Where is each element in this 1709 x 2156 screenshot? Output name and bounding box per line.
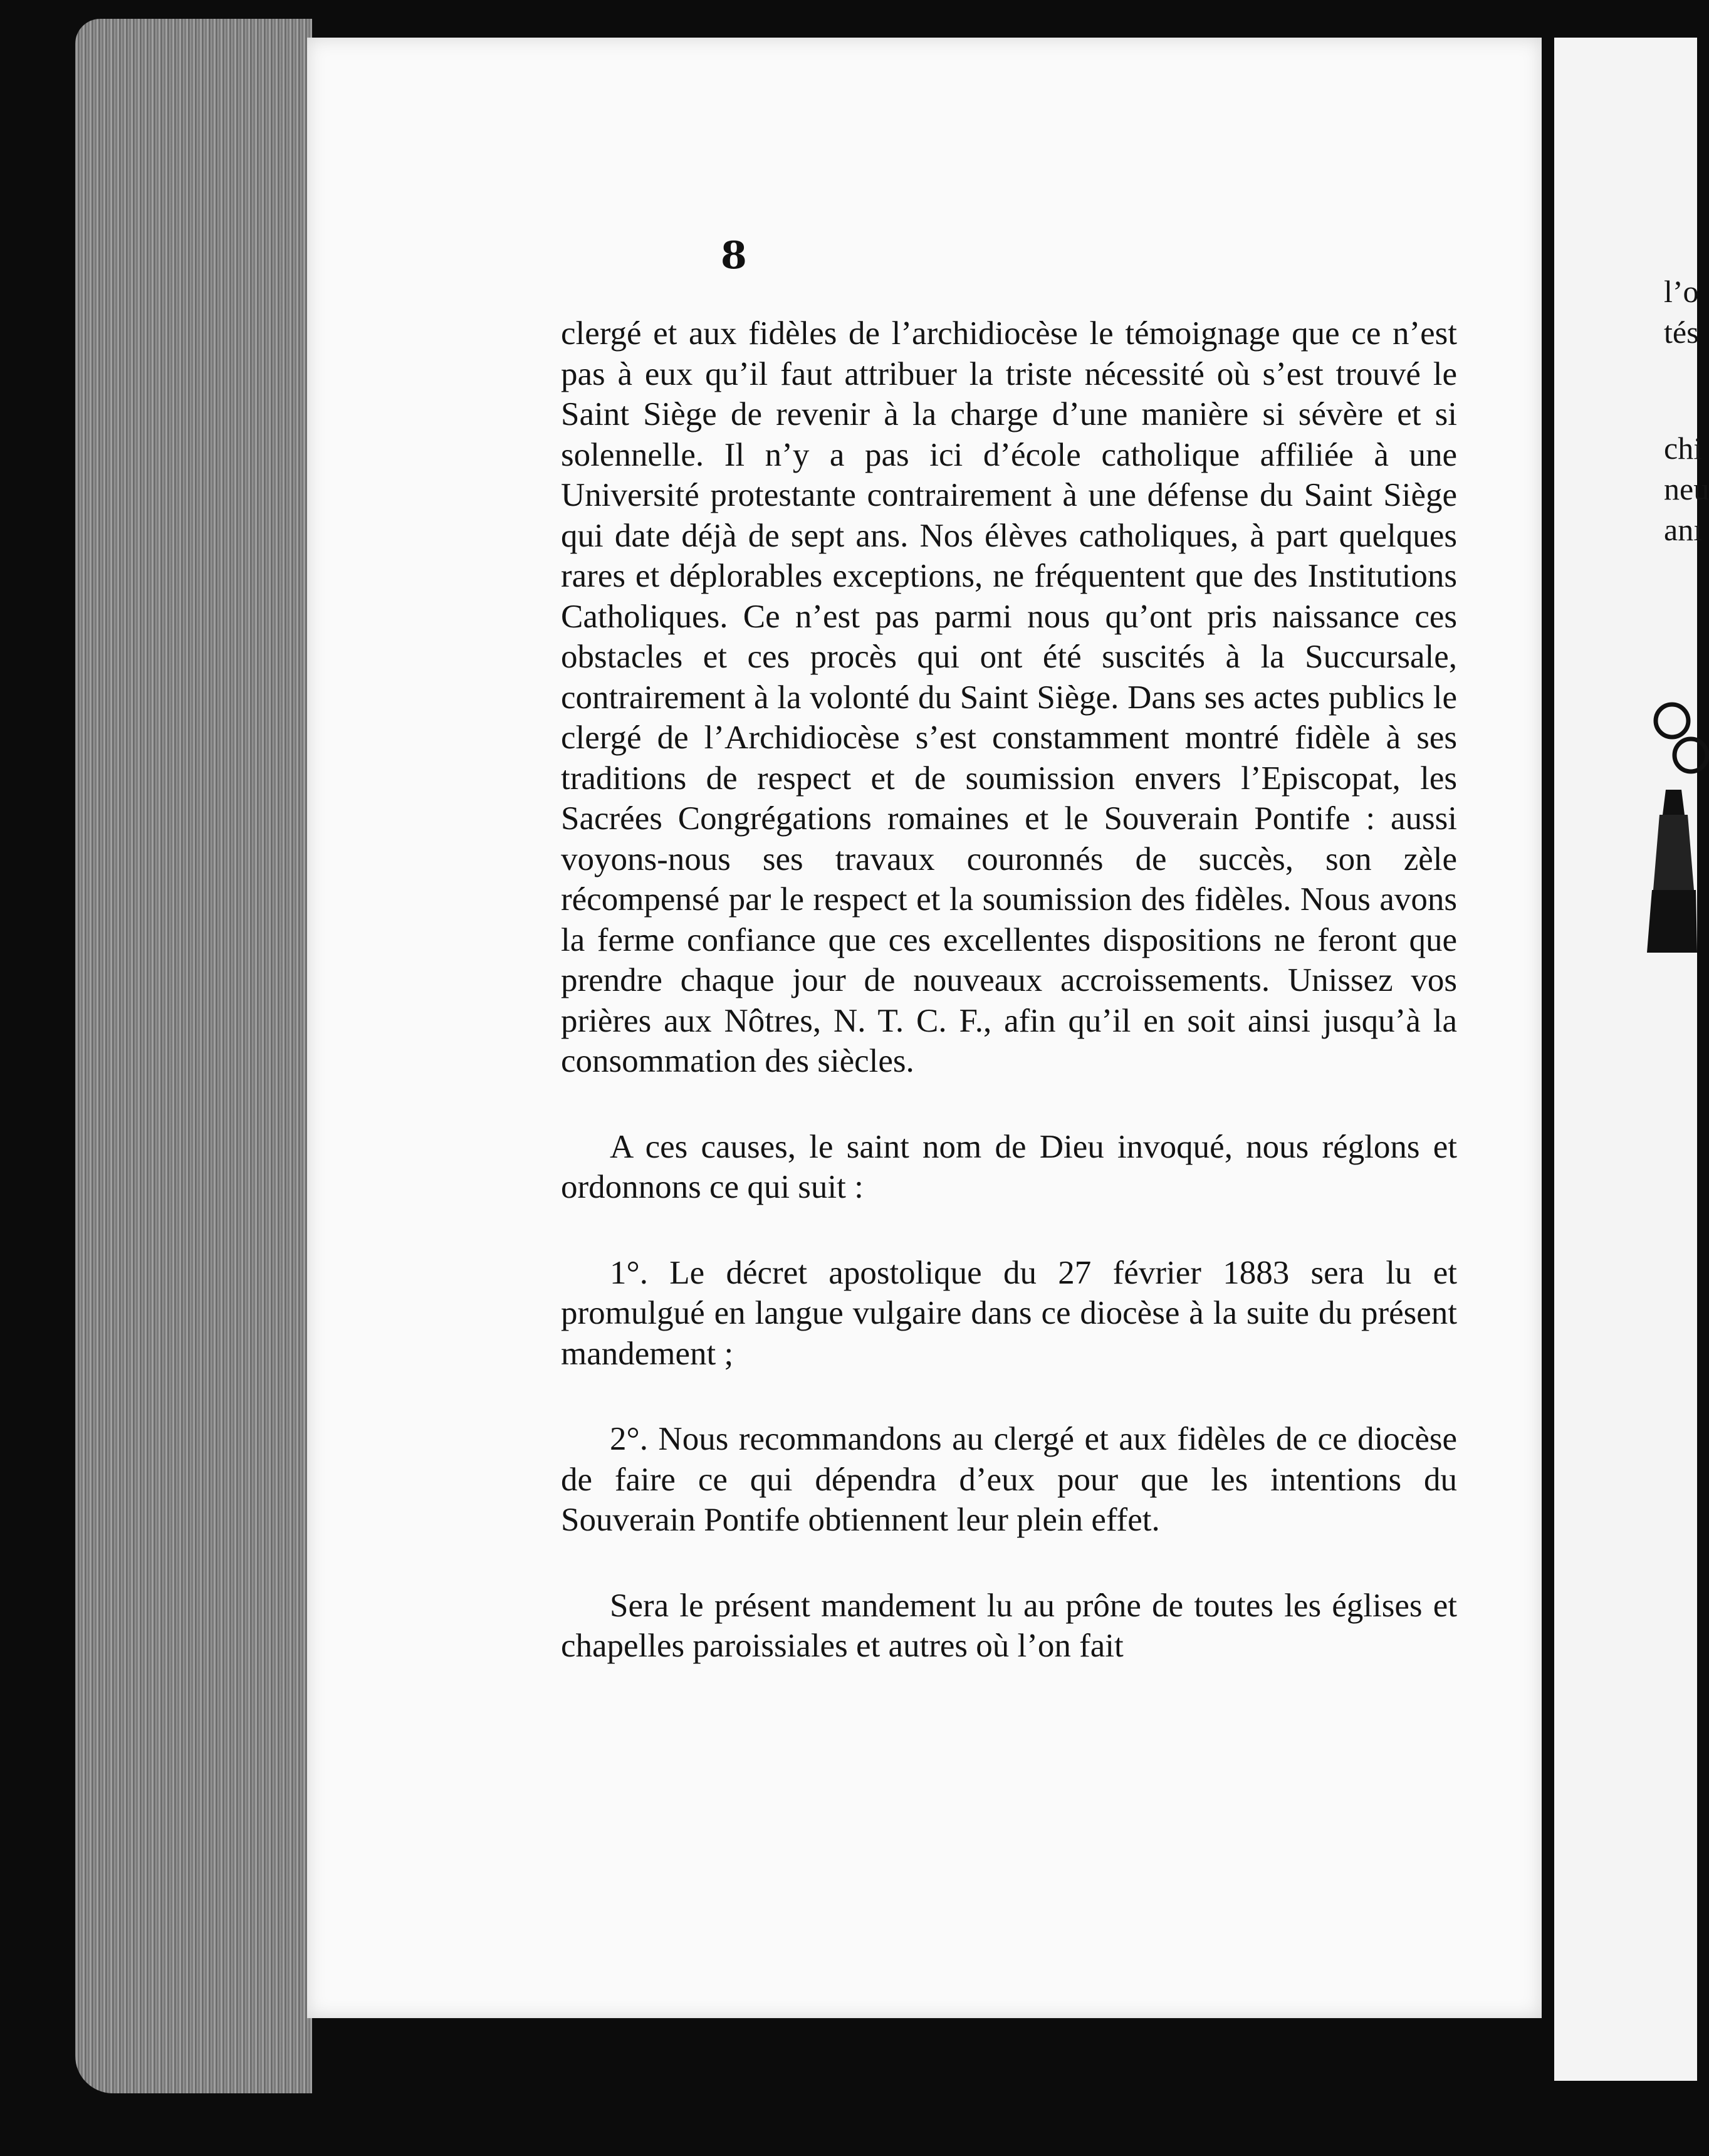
- page-stack-edge: [75, 19, 312, 2093]
- paragraph-2: A ces causes, le saint nom de Dieu invoqué, nous réglons et ordonnons ce qui suit :: [561, 1128, 1457, 1205]
- paragraph-4: 2°. Nous recommandons au clergé et aux fidèles de ce diocèse de faire ce qui dépendra d’eux pour que les intentions du Souverain Pontife obtiennent leur plein effet.: [561, 1421, 1457, 1538]
- next-page-fragment: tés: [1664, 315, 1699, 350]
- next-page-fragment: l’o: [1664, 274, 1699, 309]
- ornament-icon: [1647, 702, 1697, 953]
- paragraph-3: 1°. Le décret apostolique du 27 février 1883 sera lu et promulgué en langue vulgaire dans ce diocèse à la suite du présent mandement ;: [561, 1254, 1457, 1372]
- page-number: 8: [721, 234, 747, 278]
- paragraph-1: clergé et aux fidèles de l’archidiocèse le témoignage que ce n’est pas à eux qu’il faut attribuer la triste nécessité où s’est trouvé le Saint Siège de revenir à la charge d’une manière si sévère et si solennelle. Il n’y a pas ici d’école catholique affiliée à une Université protestante contrairement à une défense du Saint Siège qui date déjà de sept ans. Nos élèves catholiques, à part quelques rares et déplorables exceptions, ne fréquentent que des Institutions Catholiques. Ce n’est pas parmi nous qu’ont pris naissance ces obstacles et ces procès qui ont été suscités à la Succursale, contrairement à la volonté du Saint Siège. Dans ses actes publics le clergé de l’Archidiocèse s’est constamment montré fidèle à ses traditions de respect et de soumission envers l’Episcopat, les Sacrées Congrégations romaines et le Souverain Pontife : aussi voyons-nous ses travaux couronnés de succès, son zèle récompensé par le respect et la soumission des fidèles. Nous avons la ferme confiance que ces excellentes dispositions ne feront que prendre chaque jour de nouveaux accroissements. Unissez vos prières aux Nôtres, N. T. C. F., afin qu’il en soit ainsi jusqu’à la consommation des siècles.: [561, 315, 1457, 1079]
- next-page-fragment: neu: [1664, 471, 1709, 506]
- paragraph-5: Sera le présent mandement lu au prône de toutes les églises et chapelles paroissiales et autres où l’on fait: [561, 1587, 1457, 1664]
- next-page-fragment: chi: [1664, 431, 1703, 466]
- next-page-fragment: anı: [1664, 512, 1703, 547]
- book-page: [307, 38, 1542, 2018]
- page-body: [561, 313, 1457, 1667]
